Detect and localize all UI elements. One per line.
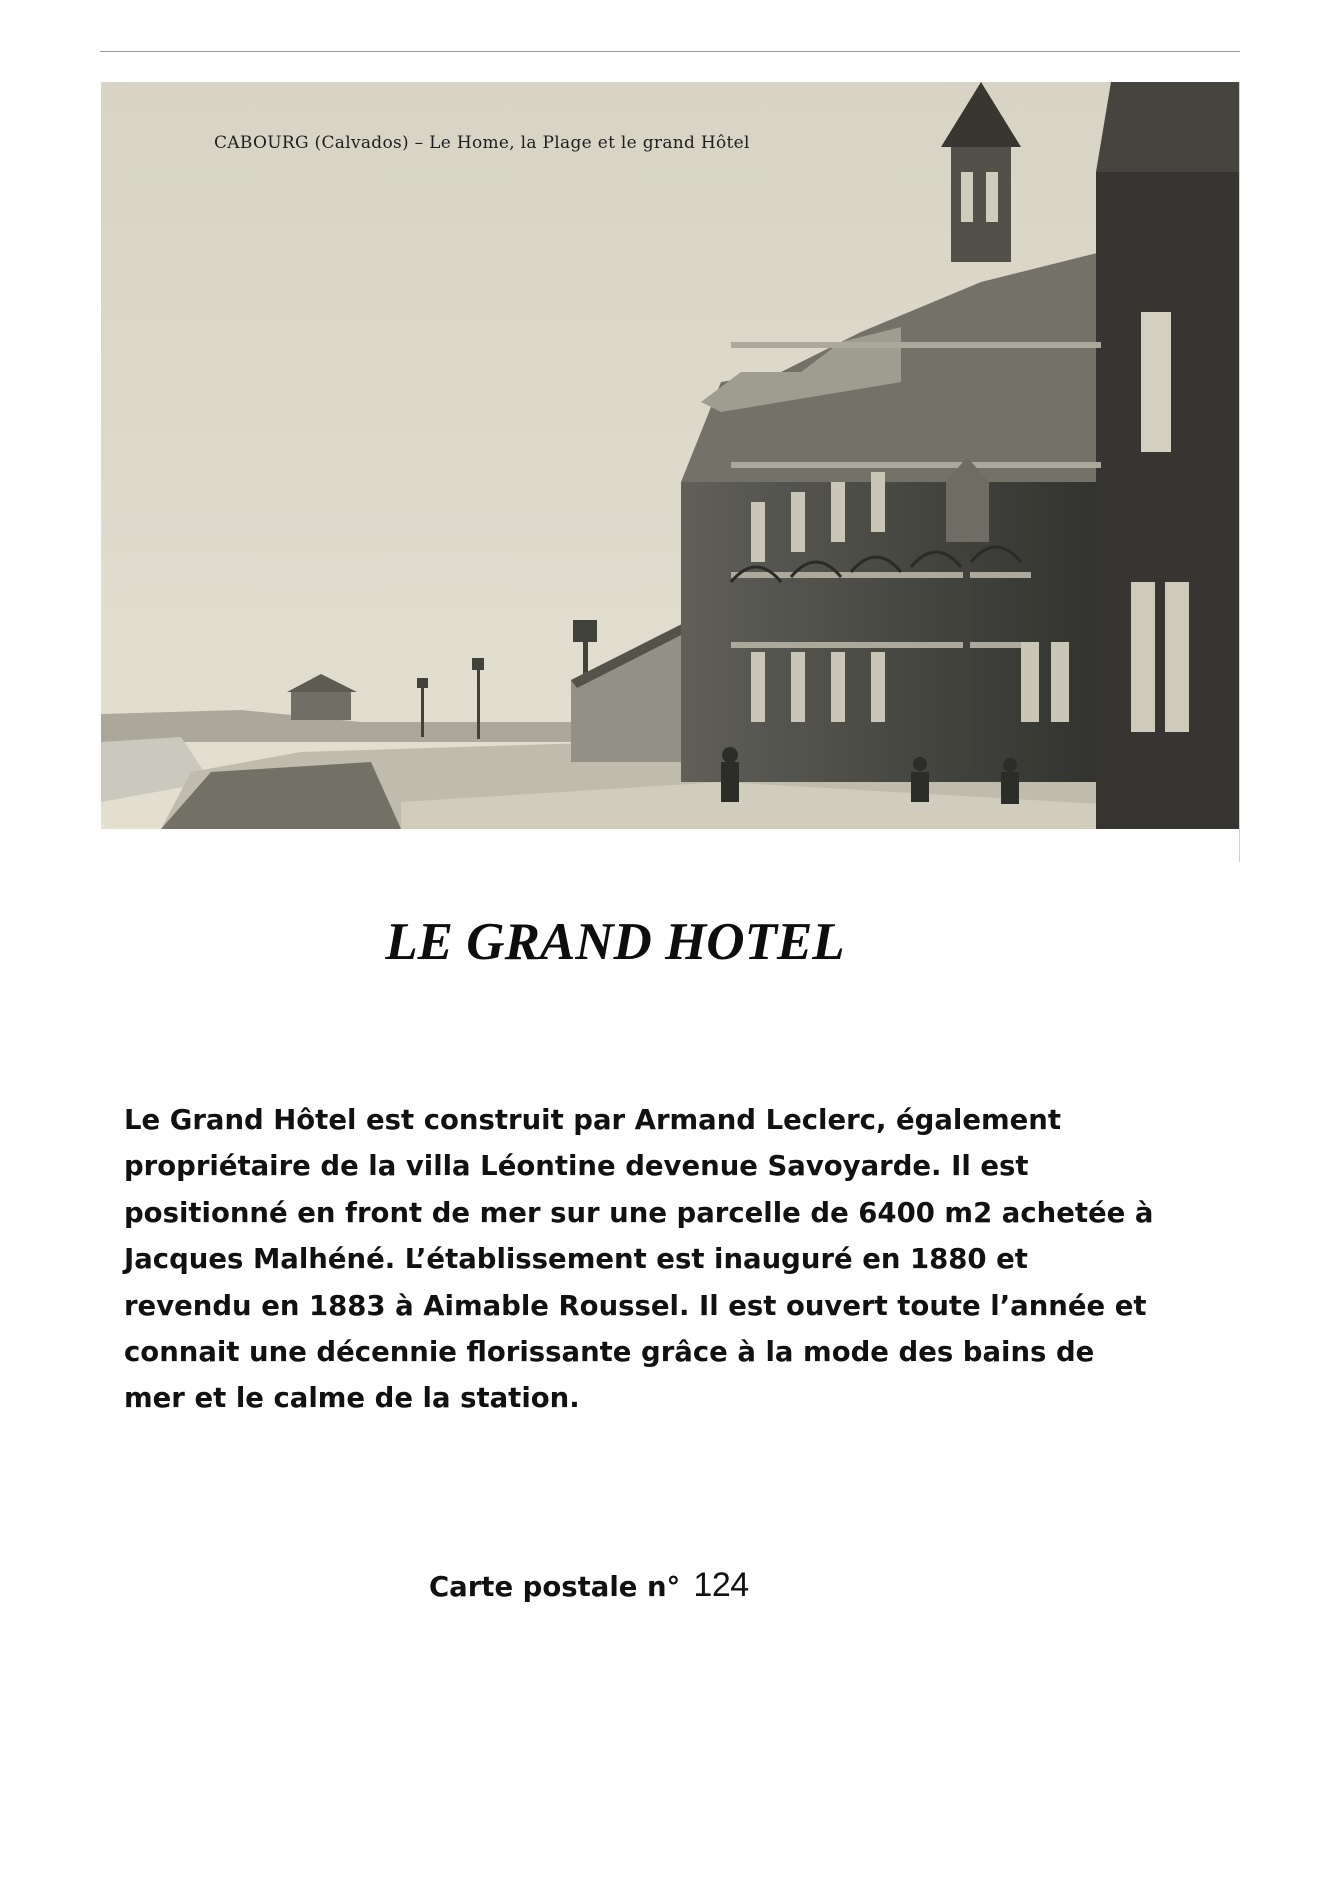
top-rule bbox=[100, 51, 1240, 52]
postcard-photo bbox=[101, 82, 1239, 829]
page-title: LE GRAND HOTEL bbox=[385, 913, 845, 971]
body-line: propriétaire de la villa Léontine devenue Savoyarde. Il est bbox=[124, 1150, 1029, 1183]
postcard-reference bbox=[429, 1566, 749, 1605]
postcard-number: 124 bbox=[693, 1566, 749, 1604]
body-line: revendu en 1883 à Aimable Roussel. Il est ouvert toute l’année et bbox=[124, 1289, 1147, 1322]
body-line: Jacques Malhéné. L’établissement est inauguré en 1880 et bbox=[124, 1243, 1028, 1276]
body-line: Le Grand Hôtel est construit par Armand Leclerc, également bbox=[124, 1104, 1062, 1136]
postcard-illustration bbox=[101, 82, 1239, 829]
body-line: positionné en front de mer sur une parcelle de 6400 m2 achetée à bbox=[124, 1196, 1154, 1229]
postcard-reference-label: Carte postale n° bbox=[429, 1571, 681, 1603]
postcard-caption: CABOURG (Calvados) – Le Home, la Plage et le grand Hôtel bbox=[214, 133, 750, 153]
body-line: mer et le calme de la station. bbox=[124, 1382, 580, 1415]
body-line: connait une décennie florissante grâce à la mode des bains de bbox=[124, 1336, 1095, 1369]
page-edge-rule bbox=[1239, 82, 1240, 862]
body-paragraph bbox=[124, 1097, 1234, 1422]
